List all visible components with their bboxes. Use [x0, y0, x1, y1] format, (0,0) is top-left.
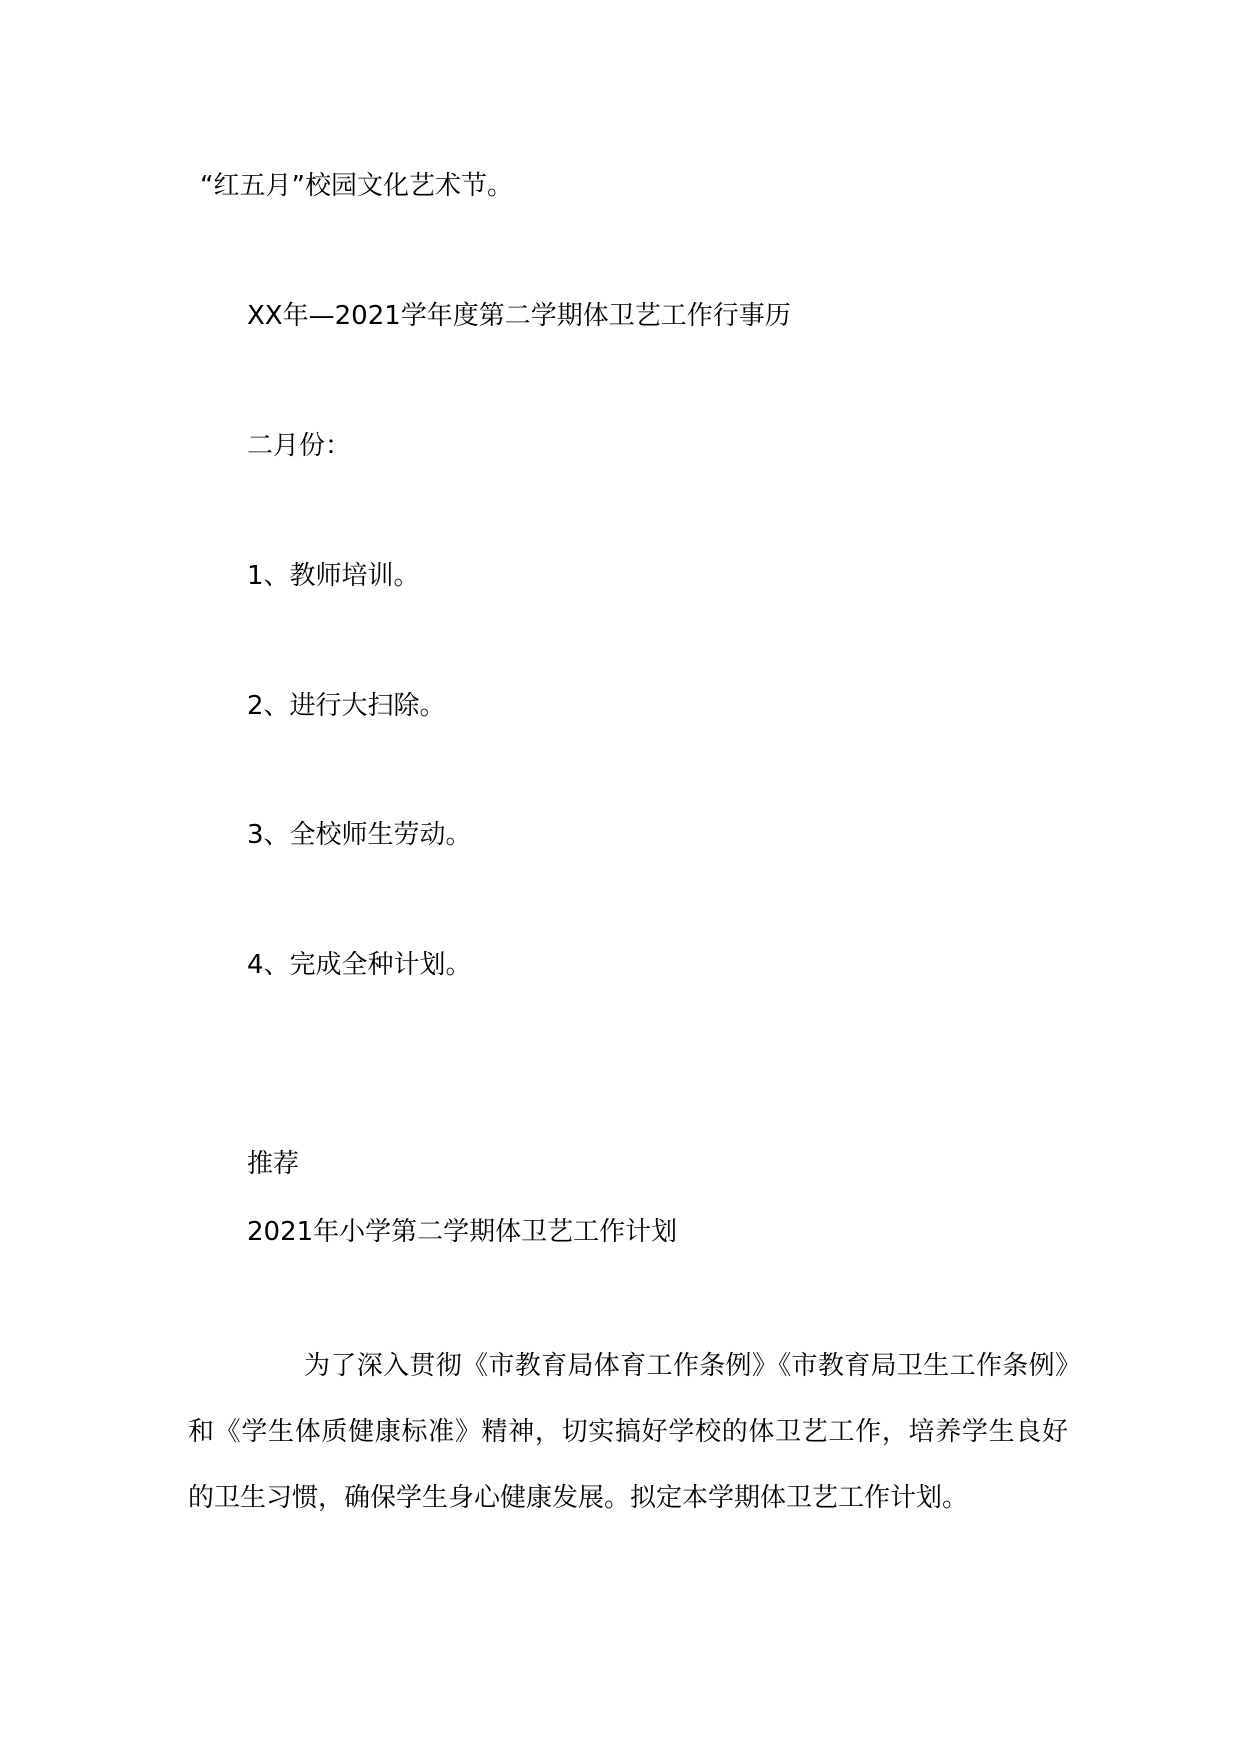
calendar-title: XX年—2021学年度第二学期体卫艺工作行事历: [247, 301, 791, 331]
month-heading: 二月份：: [247, 431, 352, 461]
list-item: 2、进行大扫除。: [247, 691, 446, 721]
opening-line: “红五月”校园文化艺术节。: [200, 171, 513, 201]
list-item: 3、全校师生劳动。: [247, 820, 472, 850]
recommend-label: 推荐: [247, 1149, 300, 1179]
list-item: 4、完成全种计划。: [247, 950, 472, 980]
plan-title: 2021年小学第二学期体卫艺工作计划: [247, 1217, 678, 1247]
body-paragraph: 为了深入贯彻《市教育局体育工作条例》《市教育局卫生工作条例》和《学生体质健康标准》精神，切实搞好学校的体卫艺工作，培养学生良好的卫生习惯，确保学生身心健康发展。拟定本学期体卫艺工作计划。: [188, 1351, 1068, 1513]
list-item: 1、教师培训。: [247, 561, 420, 591]
